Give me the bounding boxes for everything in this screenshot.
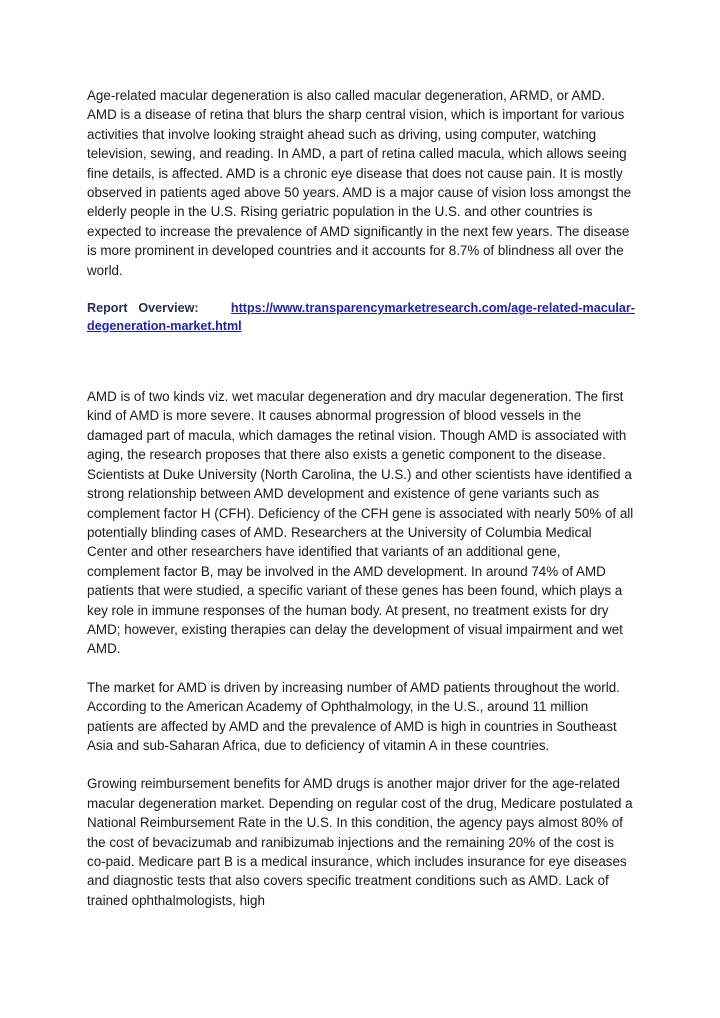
- spacer: [87, 755, 635, 774]
- paragraph-market-drivers: The market for AMD is driven by increasing number of AMD patients throughout the world. According to the American Academy of Ophthalmology, in the U.S., around 11 million patients are affected by AMD and the prevalence of AMD is high in countries in Southeast Asia and sub-Saharan Africa, due to deficiency of vitamin A in these countries.: [87, 679, 620, 753]
- document-body: [87, 86, 635, 910]
- paragraph-intro: Age-related macular degeneration is also called macular degeneration, ARMD, or AMD. AMD is a disease of retina that blurs the sharp central vision, which is important for various activities that involve looking straight ahead such as driving, using computer, watching television, sewing, and reading. In AMD, a part of retina called macula, which allows seeing fine details, is affected. AMD is a chronic eye disease that does not cause pain. It is mostly observed in patients aged above 50 years. AMD is a major cause of vision loss amongst the elderly people in the U.S. Rising geriatric population in the U.S. and other countries is expected to increase the prevalence of AMD significantly in the next few years. The disease is more prominent in developed countries and it accounts for 8.7% of blindness all over the world.: [87, 88, 632, 278]
- spacer: [87, 659, 635, 678]
- report-overview-label: Report Overview:: [87, 301, 199, 316]
- spacer: [87, 335, 635, 387]
- report-overview: [87, 299, 635, 335]
- paragraph-reimbursement: Growing reimbursement benefits for AMD drugs is another major driver for the age-related macular degeneration market. Depending on regular cost of the drug, Medicare postulated a National Reimbursement Rate in the U.S. In this condition, the agency pays almost 80% of the cost of bevacizumab and ranibizumab injections and the remaining 20% of the cost is co-paid. Medicare part B is a medical insurance, which includes insurance for eye diseases and diagnostic tests that also covers specific treatment conditions such as AMD. Lack of trained ophthalmologists, high: [87, 776, 633, 908]
- paragraph-types: AMD is of two kinds viz. wet macular degeneration and dry macular degeneration. The first kind of AMD is more severe. It causes abnormal progression of blood vessels in the damaged part of macula, which damages the retinal vision. Though AMD is associated with aging, the research proposes that there also exists a genetic component to the disease. Scientists at Duke University (North Carolina, the U.S.) and other scientists have identified a strong relationship between AMD development and existence of gene variants such as complement factor H (CFH). Deficiency of the CFH gene is associated with nearly 50% of all potentially blinding cases of AMD. Researchers at the University of Columbia Medical Center and other researchers have identified that variants of an additional gene, complement factor B, may be involved in the AMD development. In around 74% of AMD patients that were studied, a specific variant of these genes has been found, which plays a key role in immune responses of the human body. At present, no treatment exists for dry AMD; however, existing therapies can delay the development of visual impairment and wet AMD.: [87, 389, 634, 657]
- report-overview-link[interactable]: https://www.transparencymarketresearch.com/age-related-macular-degeneration-market.html: [87, 301, 635, 334]
